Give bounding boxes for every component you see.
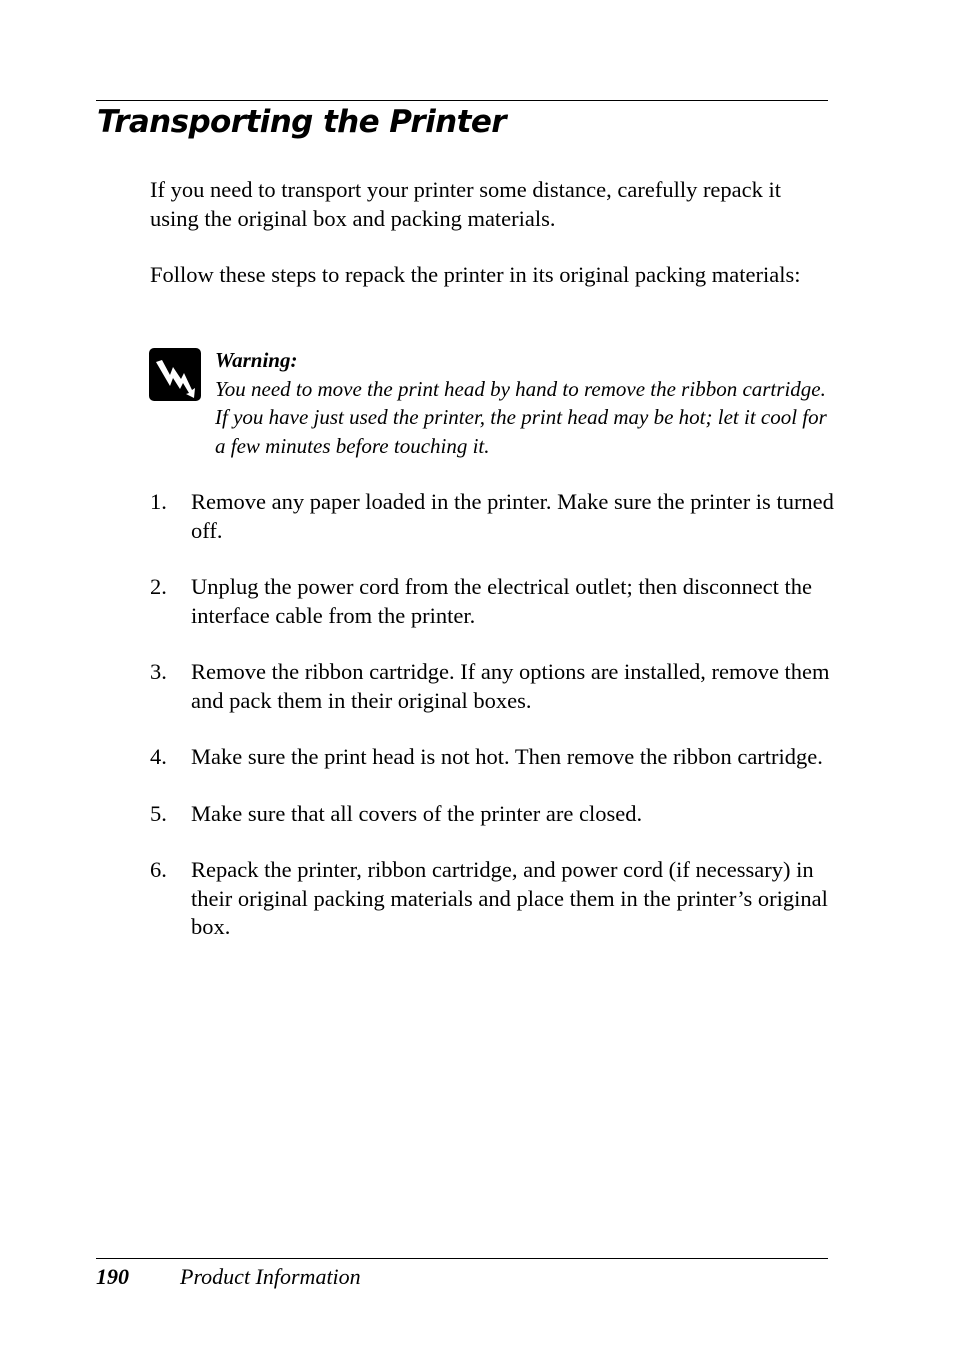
list-item <box>150 800 840 829</box>
instructions-paragraph: Follow these steps to repack the printer in its original packing materials: <box>150 262 801 287</box>
step-text: Make sure that all covers of the printer are closed. <box>191 800 643 826</box>
step-text: Remove any paper loaded in the printer. Make sure the printer is turned off. <box>191 489 834 543</box>
list-item <box>150 573 840 630</box>
footer-section-title: Product Information <box>180 1264 361 1289</box>
list-item <box>150 488 840 545</box>
footer-rule <box>96 1258 828 1259</box>
header-rule <box>96 100 828 101</box>
step-number: 2. <box>150 574 167 599</box>
step-number: 1. <box>150 489 167 514</box>
intro-paragraph: If you need to transport your printer some distance, carefully repack it using the original box and packing materials. <box>150 177 782 231</box>
step-text: Repack the printer, ribbon cartridge, and power cord (if necessary) in their original packing materials and place them in the printer’s original box. <box>191 857 828 939</box>
step-number: 4. <box>150 744 167 769</box>
list-item <box>150 658 840 715</box>
warning-note <box>215 346 835 460</box>
list-item <box>150 743 840 772</box>
step-text: Remove the ribbon cartridge. If any options are installed, remove them and pack them in their original boxes. <box>191 659 830 713</box>
list-item <box>150 856 840 942</box>
repack-steps-list <box>150 488 840 970</box>
lightning-warning-icon <box>149 348 201 401</box>
step-number: 3. <box>150 659 167 684</box>
step-text: Unplug the power cord from the electrical outlet; then disconnect the interface cable from the printer. <box>191 574 813 628</box>
warning-heading: Warning: <box>215 348 298 372</box>
step-text: Make sure the print head is not hot. Then remove the ribbon cartridge. <box>191 744 823 769</box>
step-number: 6. <box>150 857 167 882</box>
warning-text: You need to move the print head by hand to remove the ribbon cartridge. If you have just used the printer, the print head may be hot; let it cool for a few minutes before touching it. <box>215 376 827 458</box>
page-number: 190 <box>96 1264 129 1289</box>
page-title: Transporting the Printer <box>97 104 506 140</box>
step-number: 5. <box>150 800 167 826</box>
